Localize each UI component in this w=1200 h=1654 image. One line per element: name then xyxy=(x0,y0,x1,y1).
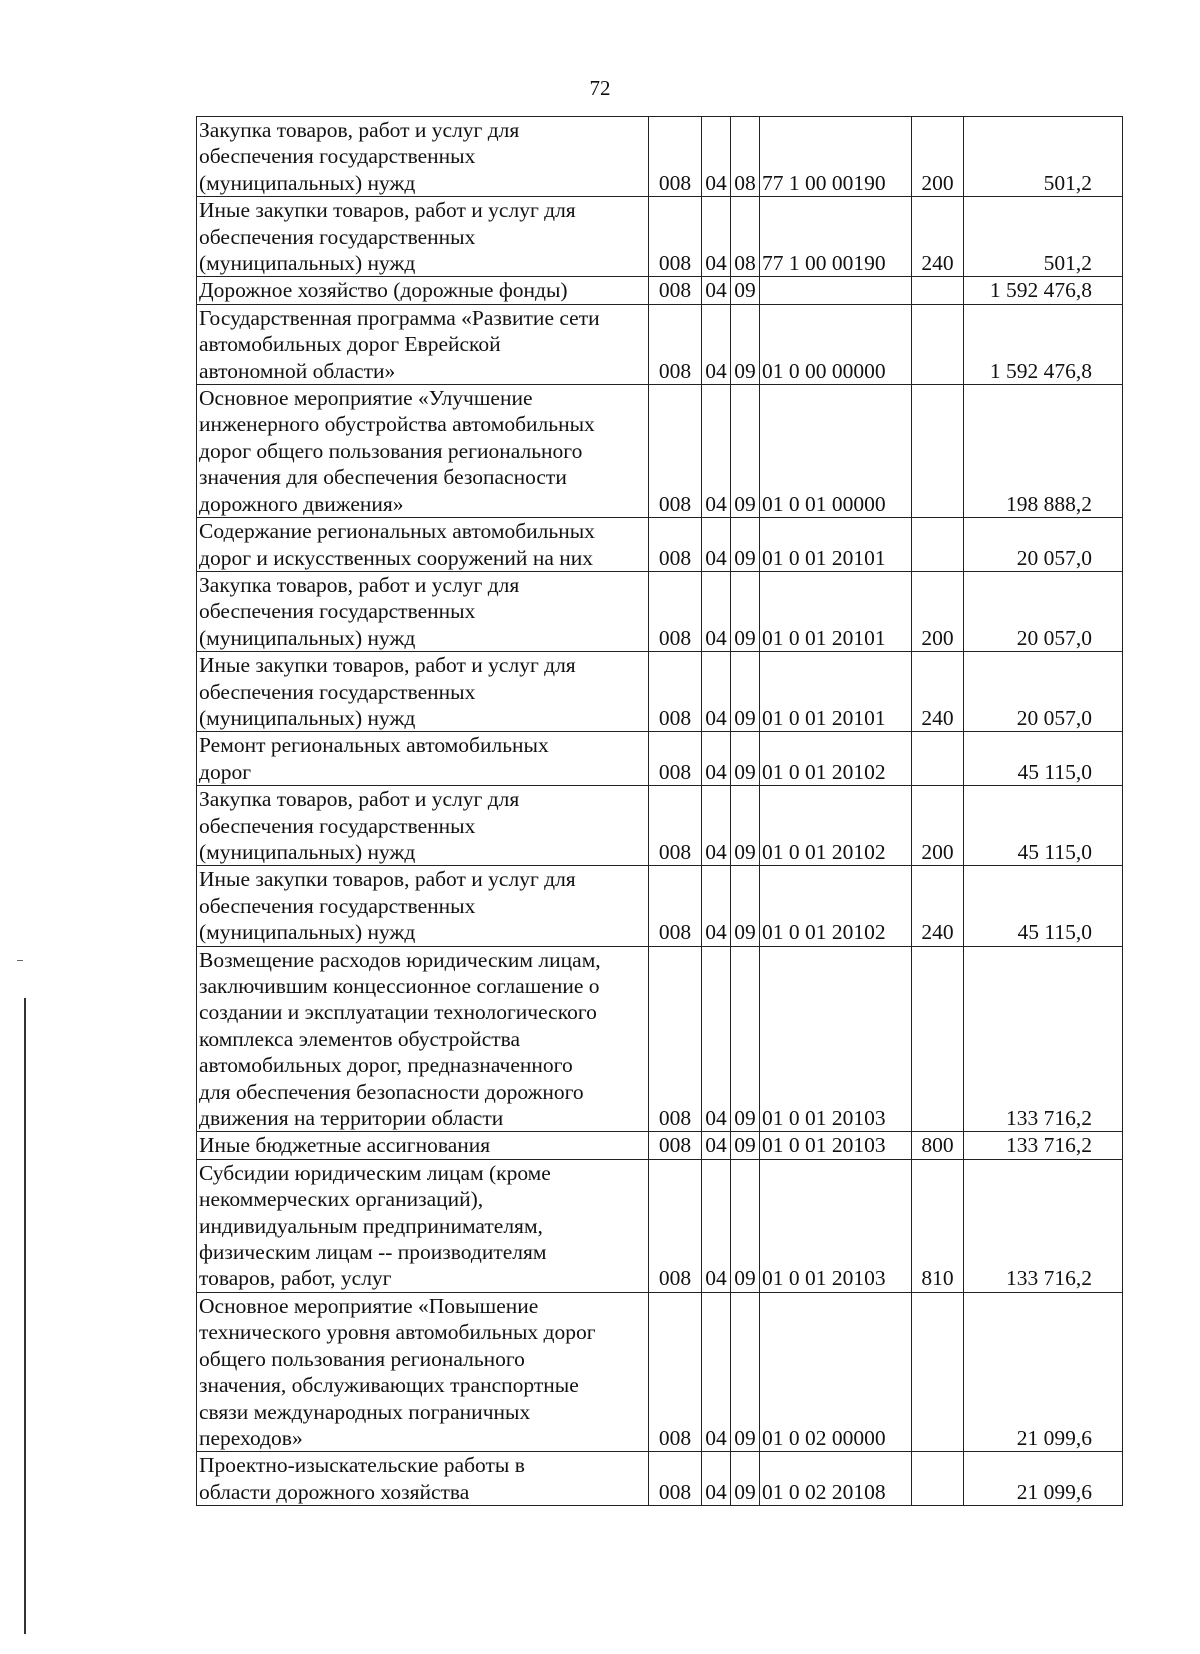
target-article-code: 77 1 00 00190 xyxy=(760,117,912,197)
table-row xyxy=(197,1132,1123,1159)
table-body xyxy=(197,117,1123,1506)
ministry-code: 008 xyxy=(649,277,702,304)
expense-type-code xyxy=(912,304,964,384)
expense-type-code xyxy=(912,732,964,786)
ministry-code: 008 xyxy=(649,518,702,572)
table-row xyxy=(197,1159,1123,1292)
table-row xyxy=(197,304,1123,384)
subsection-code: 08 xyxy=(731,197,760,277)
expense-type-code: 240 xyxy=(912,197,964,277)
table-row xyxy=(197,786,1123,866)
expense-type-code xyxy=(912,1452,964,1506)
table-row xyxy=(197,197,1123,277)
amount: 20 057,0 xyxy=(964,518,1123,572)
row-name: Иные закупки товаров, работ и услуг для обеспечения государственных (муниципальных) нужд xyxy=(197,652,649,732)
row-name: Возмещение расходов юридическим лицам, заключившим концессионное соглашение о создании и эксплуатации технологического комплекса элементов обустройства автомобильных дорог, предназначенного для обеспечения безопасности дорожного движения на территории области xyxy=(197,946,649,1132)
row-name: Закупка товаров, работ и услуг для обеспечения государственных (муниципальных) нужд xyxy=(197,786,649,866)
subsection-code: 09 xyxy=(731,866,760,946)
section-code: 04 xyxy=(702,304,731,384)
target-article-code: 01 0 01 20101 xyxy=(760,571,912,651)
section-code: 04 xyxy=(702,571,731,651)
expense-type-code: 200 xyxy=(912,571,964,651)
section-code: 04 xyxy=(702,652,731,732)
amount: 20 057,0 xyxy=(964,652,1123,732)
target-article-code: 01 0 01 20103 xyxy=(760,1132,912,1159)
table-row xyxy=(197,277,1123,304)
subsection-code: 09 xyxy=(731,1159,760,1292)
amount: 21 099,6 xyxy=(964,1452,1123,1506)
row-name: Иные закупки товаров, работ и услуг для обеспечения государственных (муниципальных) нужд xyxy=(197,197,649,277)
scan-margin-dot xyxy=(17,960,23,961)
ministry-code: 008 xyxy=(649,117,702,197)
subsection-code: 09 xyxy=(731,1132,760,1159)
row-name: Иные закупки товаров, работ и услуг для обеспечения государственных (муниципальных) нужд xyxy=(197,866,649,946)
subsection-code: 09 xyxy=(731,946,760,1132)
row-name: Закупка товаров, работ и услуг для обеспечения государственных (муниципальных) нужд xyxy=(197,571,649,651)
amount: 501,2 xyxy=(964,117,1123,197)
subsection-code: 09 xyxy=(731,652,760,732)
ministry-code: 008 xyxy=(649,732,702,786)
table-row xyxy=(197,117,1123,197)
section-code: 04 xyxy=(702,277,731,304)
amount: 21 099,6 xyxy=(964,1292,1123,1451)
scan-margin-line xyxy=(24,998,26,1634)
row-name: Субсидии юридическим лицам (кроме некоммерческих организаций), индивидуальным предпринимателям, физическим лицам -- производителям товаров, работ, услуг xyxy=(197,1159,649,1292)
target-article-code: 01 0 01 20101 xyxy=(760,652,912,732)
ministry-code: 008 xyxy=(649,786,702,866)
table-row xyxy=(197,1292,1123,1451)
row-name: Иные бюджетные ассигнования xyxy=(197,1132,649,1159)
table-row xyxy=(197,1452,1123,1506)
ministry-code: 008 xyxy=(649,1452,702,1506)
subsection-code: 09 xyxy=(731,1452,760,1506)
table-row xyxy=(197,652,1123,732)
subsection-code: 09 xyxy=(731,732,760,786)
ministry-code: 008 xyxy=(649,866,702,946)
row-name: Закупка товаров, работ и услуг для обеспечения государственных (муниципальных) нужд xyxy=(197,117,649,197)
amount: 198 888,2 xyxy=(964,385,1123,518)
row-name: Дорожное хозяйство (дорожные фонды) xyxy=(197,277,649,304)
ministry-code: 008 xyxy=(649,1292,702,1451)
section-code: 04 xyxy=(702,866,731,946)
subsection-code: 08 xyxy=(731,117,760,197)
subsection-code: 09 xyxy=(731,277,760,304)
subsection-code: 09 xyxy=(731,304,760,384)
section-code: 04 xyxy=(702,1452,731,1506)
ministry-code: 008 xyxy=(649,946,702,1132)
section-code: 04 xyxy=(702,518,731,572)
section-code: 04 xyxy=(702,1159,731,1292)
subsection-code: 09 xyxy=(731,786,760,866)
section-code: 04 xyxy=(702,1132,731,1159)
row-name: Ремонт региональных автомобильных дорог xyxy=(197,732,649,786)
section-code: 04 xyxy=(702,197,731,277)
target-article-code: 01 0 01 00000 xyxy=(760,385,912,518)
expense-type-code xyxy=(912,385,964,518)
row-name: Государственная программа «Развитие сети автомобильных дорог Еврейской автономной области» xyxy=(197,304,649,384)
ministry-code: 008 xyxy=(649,197,702,277)
expense-type-code: 240 xyxy=(912,652,964,732)
subsection-code: 09 xyxy=(731,571,760,651)
expense-type-code xyxy=(912,277,964,304)
amount: 20 057,0 xyxy=(964,571,1123,651)
target-article-code xyxy=(760,277,912,304)
target-article-code: 01 0 01 20101 xyxy=(760,518,912,572)
expense-type-code: 200 xyxy=(912,786,964,866)
row-name: Содержание региональных автомобильных дорог и искусственных сооружений на них xyxy=(197,518,649,572)
expense-type-code: 800 xyxy=(912,1132,964,1159)
table-row xyxy=(197,518,1123,572)
table-row xyxy=(197,866,1123,946)
row-name: Основное мероприятие «Улучшение инженерного обустройства автомобильных дорог общего пользования регионального значения для обеспечения безопасности дорожного движения» xyxy=(197,385,649,518)
section-code: 04 xyxy=(702,1292,731,1451)
section-code: 04 xyxy=(702,946,731,1132)
section-code: 04 xyxy=(702,786,731,866)
ministry-code: 008 xyxy=(649,1132,702,1159)
table-row xyxy=(197,732,1123,786)
target-article-code: 01 0 02 00000 xyxy=(760,1292,912,1451)
ministry-code: 008 xyxy=(649,652,702,732)
amount: 45 115,0 xyxy=(964,732,1123,786)
expense-type-code xyxy=(912,1292,964,1451)
subsection-code: 09 xyxy=(731,1292,760,1451)
target-article-code: 77 1 00 00190 xyxy=(760,197,912,277)
target-article-code: 01 0 01 20102 xyxy=(760,866,912,946)
amount: 1 592 476,8 xyxy=(964,304,1123,384)
subsection-code: 09 xyxy=(731,518,760,572)
target-article-code: 01 0 01 20102 xyxy=(760,732,912,786)
amount: 133 716,2 xyxy=(964,1159,1123,1292)
expense-type-code: 810 xyxy=(912,1159,964,1292)
section-code: 04 xyxy=(702,385,731,518)
ministry-code: 008 xyxy=(649,1159,702,1292)
table-row xyxy=(197,385,1123,518)
target-article-code: 01 0 01 20103 xyxy=(760,1159,912,1292)
subsection-code: 09 xyxy=(731,385,760,518)
target-article-code: 01 0 01 20103 xyxy=(760,946,912,1132)
amount: 45 115,0 xyxy=(964,786,1123,866)
target-article-code: 01 0 01 20102 xyxy=(760,786,912,866)
amount: 45 115,0 xyxy=(964,866,1123,946)
ministry-code: 008 xyxy=(649,385,702,518)
page-number: 72 xyxy=(589,76,611,100)
row-name: Основное мероприятие «Повышение технического уровня автомобильных дорог общего пользования регионального значения, обслуживающих транспортные связи международных пограничных переходов» xyxy=(197,1292,649,1451)
amount: 133 716,2 xyxy=(964,1132,1123,1159)
ministry-code: 008 xyxy=(649,571,702,651)
section-code: 04 xyxy=(702,732,731,786)
expense-type-code: 200 xyxy=(912,117,964,197)
target-article-code: 01 0 02 20108 xyxy=(760,1452,912,1506)
amount: 1 592 476,8 xyxy=(964,277,1123,304)
target-article-code: 01 0 00 00000 xyxy=(760,304,912,384)
amount: 501,2 xyxy=(964,197,1123,277)
table-row xyxy=(197,571,1123,651)
expense-type-code xyxy=(912,946,964,1132)
section-code: 04 xyxy=(702,117,731,197)
budget-table xyxy=(196,116,1123,1506)
ministry-code: 008 xyxy=(649,304,702,384)
amount: 133 716,2 xyxy=(964,946,1123,1132)
table-row xyxy=(197,946,1123,1132)
row-name: Проектно-изыскательские работы в области дорожного хозяйства xyxy=(197,1452,649,1506)
expense-type-code: 240 xyxy=(912,866,964,946)
expense-type-code xyxy=(912,518,964,572)
